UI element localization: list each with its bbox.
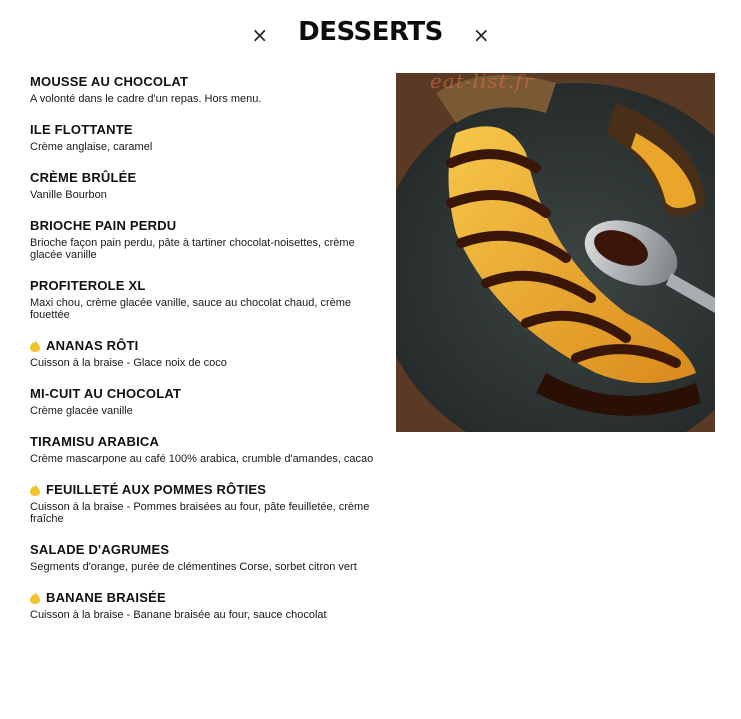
menu-item-description: Segments d'orange, purée de clémentines Corse, sorbet citron vert [30,561,357,573]
menu-item-description: Crème mascarpone au café 100% arabica, crumble d'amandes, cacao [30,453,374,465]
dessert-photo [396,73,715,432]
menu-item [30,338,375,369]
menu-item [30,482,375,525]
menu-item-name [30,434,375,450]
flame-icon [30,484,40,496]
menu-item-name-text: TIRAMISU ARABICA [30,434,160,449]
menu-item-name [30,542,375,558]
menu-item-name [30,278,375,294]
banana-dessert-illustration [396,73,715,432]
flame-icon [30,592,40,604]
menu-item-name-text: CRÈME BRÛLÉE [30,170,137,185]
menu-item [30,218,375,261]
menu-item-description: Vanille Bourbon [30,189,107,201]
menu-item-name [30,122,375,138]
flame-icon [30,340,40,352]
page-title: DESSERTS [298,17,443,47]
left-cross-mark: × [251,23,269,47]
menu-item-name-text: PROFITEROLE XL [30,278,146,293]
menu-item [30,434,375,465]
menu-item-description: A volonté dans le cadre d'un repas. Hors menu. [30,93,262,105]
menu-item [30,590,375,621]
menu-item-name-text: ILE FLOTTANTE [30,122,133,137]
menu-item [30,542,375,573]
menu-item-name [30,338,375,354]
menu-item-name-text: BRIOCHE PAIN PERDU [30,218,177,233]
menu-item-name [30,590,375,606]
menu-item [30,170,375,201]
menu-item-name-text: ANANAS RÔTI [46,338,139,353]
menu-item-name [30,482,375,498]
watermark-text: eat-list.fr [430,73,534,93]
menu-item-description: Crème glacée vanille [30,405,133,417]
menu-item [30,122,375,153]
menu-item-name [30,170,375,186]
right-cross-mark: × [472,23,490,47]
menu-item-description: Cuisson à la braise - Pommes braisées au four, pâte feuilletée, crème fraîche [30,501,370,525]
menu-item-name [30,218,375,234]
menu-item-description: Brioche façon pain perdu, pâte à tartiner chocolat-noisettes, crème glacée vanille [30,237,355,261]
menu-item-name-text: MOUSSE AU CHOCOLAT [30,74,189,89]
menu-item-name-text: BANANE BRAISÉE [46,590,166,605]
dessert-list [30,74,375,638]
menu-item-description: Maxi chou, crème glacée vanille, sauce au chocolat chaud, crème fouettée [30,297,352,321]
menu-item-name-text: FEUILLETÉ AUX POMMES RÔTIES [46,482,267,497]
menu-item-name-text: MI-CUIT AU CHOCOLAT [30,386,182,401]
menu-item-name [30,74,375,90]
menu-item-description: Crème anglaise, caramel [30,141,153,153]
menu-header [0,14,741,50]
menu-item [30,386,375,417]
menu-item [30,278,375,321]
menu-item-description: Cuisson à la braise - Banane braisée au four, sauce chocolat [30,609,327,621]
menu-item-name [30,386,375,402]
menu-item-name-text: SALADE D'AGRUMES [30,542,170,557]
menu-item [30,74,375,105]
menu-item-description: Cuisson à la braise - Glace noix de coco [30,357,227,369]
